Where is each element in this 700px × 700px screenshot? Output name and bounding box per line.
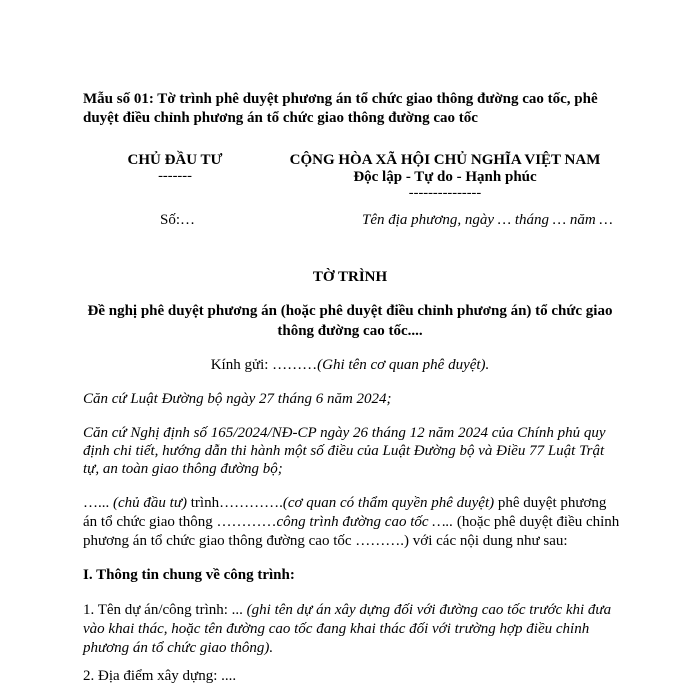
document-number: Số:…: [160, 212, 196, 228]
legal-basis-2: Căn cứ Nghị định số 165/2024/NĐ-CP ngày 26 tháng 12 năm 2024 của Chính phủ quy định chi tiết, hướng dẫn thi hành một số điều của Luật Đường bộ và Điều 77 Luật Trật tự, an toàn giao thông đường bộ;: [83, 425, 606, 477]
national-rule: ---------------: [408, 185, 482, 201]
national-motto: Độc lập - Tự do - Hạnh phúc: [353, 169, 537, 185]
recipient-name: (Ghi tên cơ quan phê duyệt).: [317, 357, 490, 373]
national-title: CỘNG HÒA XÃ HỘI CHỦ NGHĨA VIỆT NAM: [289, 152, 601, 168]
intro-authority: (cơ quan có thẩm quyền phê duyệt): [282, 495, 495, 511]
intro-investor: (chủ đầu tư): [109, 495, 187, 511]
form-title-line-1: Mẫu số 01: Tờ trình phê duyệt phương án tổ chức giao thông đường cao tốc, phê: [83, 91, 598, 107]
recipient-prefix: Kính gửi: ………: [210, 357, 318, 373]
place-date: Tên địa phương, ngày … tháng … năm …: [362, 212, 613, 228]
section-1-item-2: 2. Địa điểm xây dựng: ....: [83, 668, 237, 684]
intro-part-3: trình………….: [187, 495, 283, 511]
form-title-line-2: duyệt điều chỉnh phương án tổ chức giao thông đường cao tốc: [83, 110, 478, 126]
investor-title: CHỦ ĐẦU TƯ: [127, 152, 223, 168]
item-1-note: (ghi tên dự án xây dựng đối với đường cao tốc trước khi đưa vào khai thác, hoặc tên đường cao tốc đang khai thác đối với trường hợp điều chỉnh phương án tổ chức giao thông).: [83, 602, 612, 656]
section-1-item-1: [83, 601, 623, 658]
section-1-heading: I. Thông tin chung về công trình:: [83, 567, 295, 583]
item-1-label: 1. Tên dự án/công trình: ...: [83, 602, 243, 618]
intro-project: công trình đường cao tốc …..: [276, 514, 454, 530]
intro-part-5: phê duyệt phương án tổ chức giao thông …………: [83, 495, 607, 530]
subject-line-1: Đề nghị phê duyệt phương án (hoặc phê duyệt điều chỉnh phương án) tổ chức giao: [87, 303, 613, 319]
recipient: [0, 356, 700, 375]
intro-paragraph: [83, 494, 623, 551]
subject-line-2: thông đường cao tốc....: [277, 323, 423, 339]
document-type: TỜ TRÌNH: [312, 269, 388, 285]
investor-rule: -------: [158, 168, 192, 184]
legal-basis-1: Căn cứ Luật Đường bộ ngày 27 tháng 6 năm 2024;: [83, 391, 392, 407]
intro-part-7: (hoặc phê duyệt điều chỉnh phương án tổ chức giao thông đường cao tốc ……….) với các nội dung như sau:: [83, 514, 620, 549]
intro-part-1: …...: [83, 495, 110, 511]
